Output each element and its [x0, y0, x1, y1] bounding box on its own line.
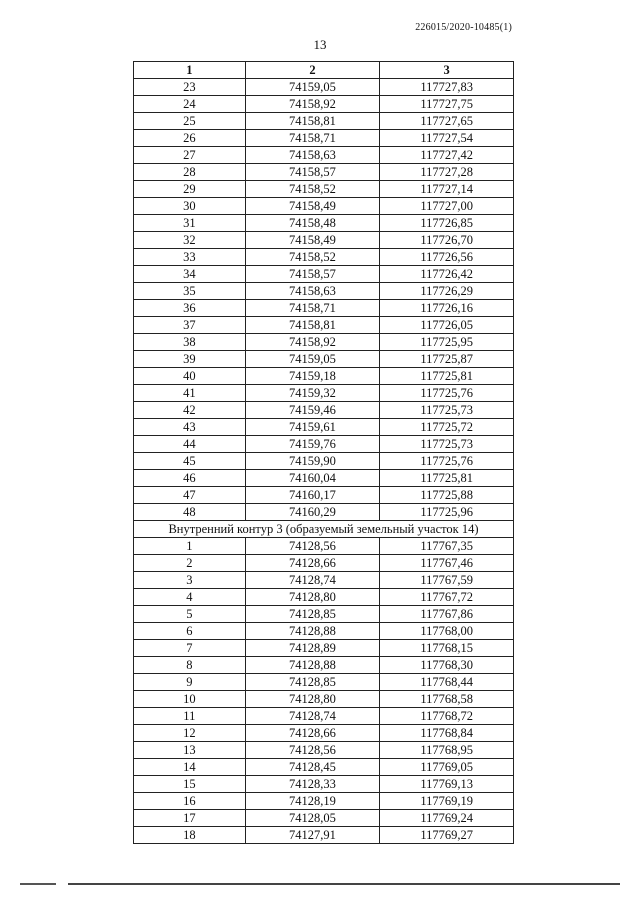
table-row	[134, 300, 514, 317]
table-row	[134, 657, 514, 674]
cell-y-coordinate: 117768,30	[380, 657, 514, 674]
bottom-rule	[20, 883, 620, 885]
cell-x-coordinate: 74128,56	[245, 742, 380, 759]
cell-x-coordinate: 74158,71	[245, 300, 380, 317]
cell-point-number: 38	[134, 334, 246, 351]
cell-y-coordinate: 117726,29	[380, 283, 514, 300]
section-row	[134, 521, 514, 538]
cell-point-number: 1	[134, 538, 246, 555]
cell-y-coordinate: 117727,42	[380, 147, 514, 164]
cell-y-coordinate: 117767,59	[380, 572, 514, 589]
cell-y-coordinate: 117726,70	[380, 232, 514, 249]
cell-y-coordinate: 117727,75	[380, 96, 514, 113]
table-row	[134, 130, 514, 147]
cell-y-coordinate: 117727,14	[380, 181, 514, 198]
cell-point-number: 29	[134, 181, 246, 198]
cell-x-coordinate: 74128,45	[245, 759, 380, 776]
cell-y-coordinate: 117725,88	[380, 487, 514, 504]
cell-y-coordinate: 117725,81	[380, 470, 514, 487]
document-id: 226015/2020-10485(1)	[415, 22, 512, 33]
cell-y-coordinate: 117726,56	[380, 249, 514, 266]
cell-y-coordinate: 117767,72	[380, 589, 514, 606]
cell-y-coordinate: 117767,35	[380, 538, 514, 555]
cell-x-coordinate: 74128,88	[245, 657, 380, 674]
cell-x-coordinate: 74128,19	[245, 793, 380, 810]
cell-x-coordinate: 74128,85	[245, 606, 380, 623]
cell-x-coordinate: 74128,89	[245, 640, 380, 657]
cell-x-coordinate: 74160,17	[245, 487, 380, 504]
cell-y-coordinate: 117768,58	[380, 691, 514, 708]
cell-x-coordinate: 74128,88	[245, 623, 380, 640]
cell-point-number: 13	[134, 742, 246, 759]
cell-x-coordinate: 74128,05	[245, 810, 380, 827]
cell-point-number: 47	[134, 487, 246, 504]
cell-point-number: 34	[134, 266, 246, 283]
cell-point-number: 14	[134, 759, 246, 776]
cell-x-coordinate: 74158,81	[245, 113, 380, 130]
cell-x-coordinate: 74159,46	[245, 402, 380, 419]
table-row	[134, 572, 514, 589]
cell-y-coordinate: 117725,87	[380, 351, 514, 368]
table-row	[134, 759, 514, 776]
cell-x-coordinate: 74158,81	[245, 317, 380, 334]
cell-x-coordinate: 74128,85	[245, 674, 380, 691]
table-row	[134, 402, 514, 419]
cell-x-coordinate: 74159,18	[245, 368, 380, 385]
cell-x-coordinate: 74128,80	[245, 691, 380, 708]
cell-x-coordinate: 74128,33	[245, 776, 380, 793]
header-x-coordinate: 2	[245, 62, 380, 79]
cell-y-coordinate: 117767,86	[380, 606, 514, 623]
table-row	[134, 708, 514, 725]
cell-y-coordinate: 117725,76	[380, 385, 514, 402]
cell-y-coordinate: 117725,95	[380, 334, 514, 351]
cell-x-coordinate: 74158,57	[245, 266, 380, 283]
cell-point-number: 8	[134, 657, 246, 674]
cell-point-number: 36	[134, 300, 246, 317]
cell-x-coordinate: 74128,66	[245, 725, 380, 742]
table-row	[134, 79, 514, 96]
cell-x-coordinate: 74160,29	[245, 504, 380, 521]
table-row	[134, 368, 514, 385]
cell-y-coordinate: 117769,27	[380, 827, 514, 844]
cell-point-number: 7	[134, 640, 246, 657]
cell-point-number: 40	[134, 368, 246, 385]
cell-y-coordinate: 117768,95	[380, 742, 514, 759]
cell-x-coordinate: 74127,91	[245, 827, 380, 844]
cell-x-coordinate: 74128,56	[245, 538, 380, 555]
cell-y-coordinate: 117727,28	[380, 164, 514, 181]
cell-y-coordinate: 117725,76	[380, 453, 514, 470]
cell-x-coordinate: 74159,90	[245, 453, 380, 470]
table-row	[134, 555, 514, 572]
table-row	[134, 283, 514, 300]
cell-x-coordinate: 74159,05	[245, 351, 380, 368]
table-row	[134, 96, 514, 113]
table-row	[134, 113, 514, 130]
cell-y-coordinate: 117727,65	[380, 113, 514, 130]
cell-x-coordinate: 74158,92	[245, 96, 380, 113]
table-row	[134, 487, 514, 504]
cell-y-coordinate: 117725,81	[380, 368, 514, 385]
cell-point-number: 35	[134, 283, 246, 300]
cell-point-number: 30	[134, 198, 246, 215]
table-row	[134, 453, 514, 470]
table-row	[134, 606, 514, 623]
cell-x-coordinate: 74160,04	[245, 470, 380, 487]
cell-point-number: 45	[134, 453, 246, 470]
cell-point-number: 9	[134, 674, 246, 691]
table-row	[134, 232, 514, 249]
table-row	[134, 470, 514, 487]
cell-point-number: 25	[134, 113, 246, 130]
cell-x-coordinate: 74158,63	[245, 147, 380, 164]
cell-x-coordinate: 74159,32	[245, 385, 380, 402]
table-header-row	[134, 62, 514, 79]
cell-point-number: 23	[134, 79, 246, 96]
table-row	[134, 725, 514, 742]
cell-point-number: 17	[134, 810, 246, 827]
cell-point-number: 2	[134, 555, 246, 572]
cell-y-coordinate: 117727,83	[380, 79, 514, 96]
cell-point-number: 33	[134, 249, 246, 266]
table-row	[134, 317, 514, 334]
cell-y-coordinate: 117768,00	[380, 623, 514, 640]
cell-y-coordinate: 117727,54	[380, 130, 514, 147]
cell-y-coordinate: 117768,72	[380, 708, 514, 725]
cell-point-number: 15	[134, 776, 246, 793]
cell-point-number: 43	[134, 419, 246, 436]
cell-x-coordinate: 74158,49	[245, 232, 380, 249]
cell-x-coordinate: 74128,74	[245, 708, 380, 725]
cell-x-coordinate: 74158,63	[245, 283, 380, 300]
table-row	[134, 538, 514, 555]
cell-y-coordinate: 117769,19	[380, 793, 514, 810]
table-row	[134, 793, 514, 810]
cell-x-coordinate: 74159,61	[245, 419, 380, 436]
table-row	[134, 589, 514, 606]
cell-y-coordinate: 117768,84	[380, 725, 514, 742]
cell-point-number: 12	[134, 725, 246, 742]
cell-point-number: 31	[134, 215, 246, 232]
table-row	[134, 776, 514, 793]
cell-y-coordinate: 117725,96	[380, 504, 514, 521]
cell-y-coordinate: 117725,72	[380, 419, 514, 436]
cell-point-number: 16	[134, 793, 246, 810]
table-row	[134, 504, 514, 521]
cell-point-number: 11	[134, 708, 246, 725]
cell-x-coordinate: 74158,49	[245, 198, 380, 215]
cell-x-coordinate: 74158,92	[245, 334, 380, 351]
cell-y-coordinate: 117769,24	[380, 810, 514, 827]
cell-point-number: 27	[134, 147, 246, 164]
table-row	[134, 419, 514, 436]
cell-point-number: 18	[134, 827, 246, 844]
cell-point-number: 32	[134, 232, 246, 249]
cell-point-number: 10	[134, 691, 246, 708]
cell-x-coordinate: 74128,80	[245, 589, 380, 606]
table-row	[134, 742, 514, 759]
cell-y-coordinate: 117726,42	[380, 266, 514, 283]
cell-x-coordinate: 74128,74	[245, 572, 380, 589]
cell-x-coordinate: 74158,57	[245, 164, 380, 181]
cell-y-coordinate: 117727,00	[380, 198, 514, 215]
cell-y-coordinate: 117726,16	[380, 300, 514, 317]
cell-point-number: 48	[134, 504, 246, 521]
cell-point-number: 5	[134, 606, 246, 623]
cell-x-coordinate: 74158,52	[245, 249, 380, 266]
cell-point-number: 39	[134, 351, 246, 368]
table-row	[134, 810, 514, 827]
table-row	[134, 436, 514, 453]
table-row	[134, 691, 514, 708]
table-body	[134, 79, 514, 844]
table-row	[134, 215, 514, 232]
table-row	[134, 198, 514, 215]
cell-point-number: 41	[134, 385, 246, 402]
table-row	[134, 674, 514, 691]
table-row	[134, 249, 514, 266]
cell-x-coordinate: 74158,71	[245, 130, 380, 147]
table-row	[134, 266, 514, 283]
table-row	[134, 385, 514, 402]
cell-point-number: 37	[134, 317, 246, 334]
cell-y-coordinate: 117767,46	[380, 555, 514, 572]
cell-point-number: 4	[134, 589, 246, 606]
cell-point-number: 26	[134, 130, 246, 147]
table-row	[134, 640, 514, 657]
cell-point-number: 42	[134, 402, 246, 419]
cell-point-number: 24	[134, 96, 246, 113]
table-row	[134, 334, 514, 351]
table-row	[134, 164, 514, 181]
cell-x-coordinate: 74159,76	[245, 436, 380, 453]
table-row	[134, 827, 514, 844]
cell-point-number: 44	[134, 436, 246, 453]
cell-y-coordinate: 117726,85	[380, 215, 514, 232]
cell-x-coordinate: 74158,52	[245, 181, 380, 198]
cell-y-coordinate: 117725,73	[380, 402, 514, 419]
cell-y-coordinate: 117768,44	[380, 674, 514, 691]
coordinates-table	[133, 61, 514, 844]
cell-y-coordinate: 117769,13	[380, 776, 514, 793]
page-number: 13	[313, 37, 327, 52]
table-row	[134, 181, 514, 198]
section-title: Внутренний контур 3 (образуемый земельный участок 14)	[134, 521, 514, 538]
table-row	[134, 623, 514, 640]
cell-y-coordinate: 117769,05	[380, 759, 514, 776]
cell-y-coordinate: 117725,73	[380, 436, 514, 453]
cell-y-coordinate: 117726,05	[380, 317, 514, 334]
cell-y-coordinate: 117768,15	[380, 640, 514, 657]
cell-x-coordinate: 74159,05	[245, 79, 380, 96]
cell-point-number: 3	[134, 572, 246, 589]
table-row	[134, 351, 514, 368]
cell-point-number: 6	[134, 623, 246, 640]
header-y-coordinate: 3	[380, 62, 514, 79]
cell-x-coordinate: 74158,48	[245, 215, 380, 232]
cell-point-number: 28	[134, 164, 246, 181]
table-row	[134, 147, 514, 164]
cell-point-number: 46	[134, 470, 246, 487]
header-point-number: 1	[134, 62, 246, 79]
cell-x-coordinate: 74128,66	[245, 555, 380, 572]
